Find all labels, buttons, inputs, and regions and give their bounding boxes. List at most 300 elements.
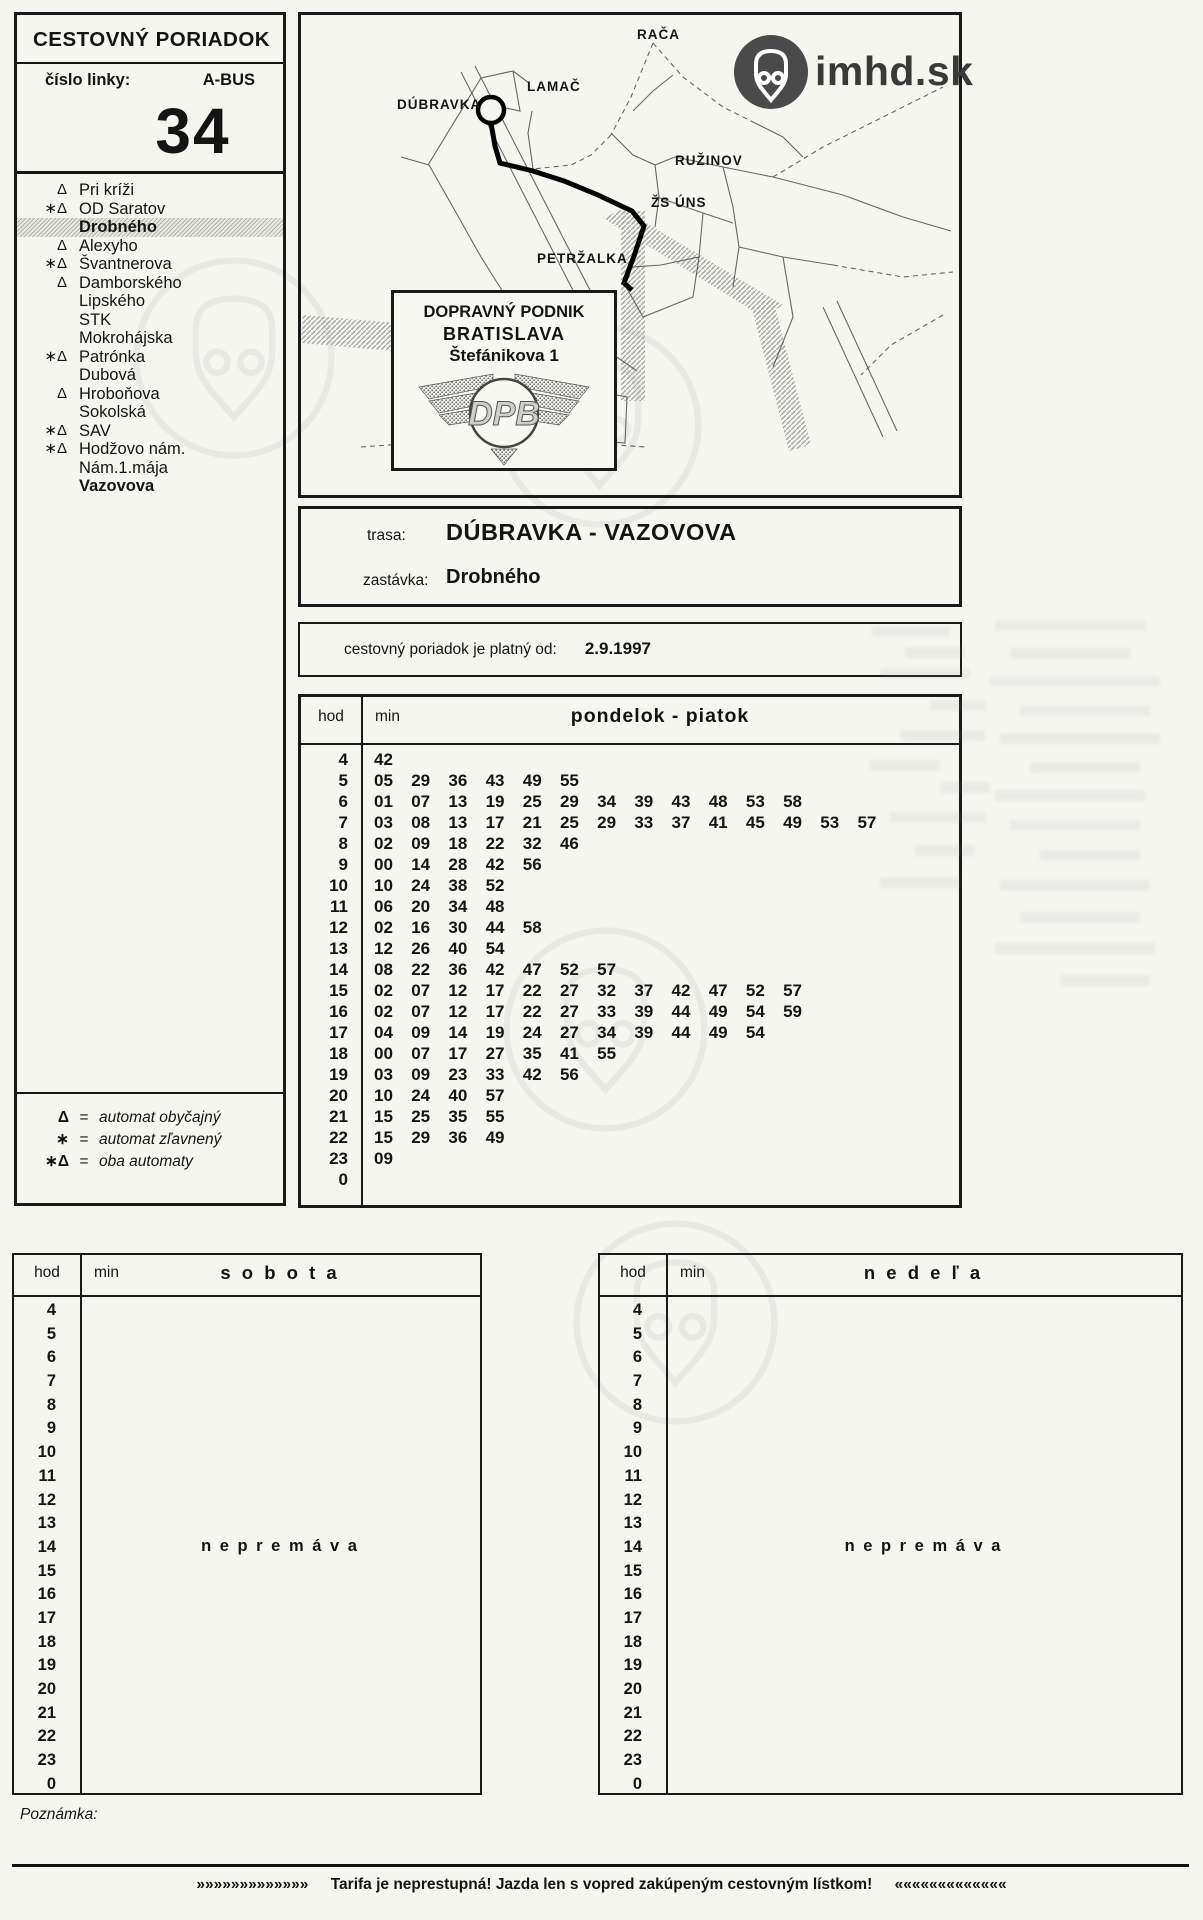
minute-value: 10 bbox=[374, 876, 393, 895]
minute-value: 40 bbox=[448, 939, 468, 958]
minute-value: 22 bbox=[522, 981, 542, 1000]
minute-value: 17 bbox=[448, 1044, 468, 1063]
trasa-value: DÚBRAVKA - VAZOVOVA bbox=[446, 519, 737, 545]
minute-value: 43 bbox=[485, 771, 505, 790]
stop-symbol: ∗Δ bbox=[44, 347, 67, 365]
hour-cell: 14 bbox=[329, 960, 348, 979]
hour-cell: 0 bbox=[338, 1170, 348, 1189]
hod-header: hod bbox=[620, 1264, 646, 1281]
minute-value: 24 bbox=[411, 1086, 431, 1105]
legend-text: oba automaty bbox=[99, 1153, 193, 1170]
bleed-noise bbox=[872, 626, 950, 637]
hour-cell: 13 bbox=[623, 1514, 642, 1533]
stop-name: SAV bbox=[79, 421, 111, 440]
minute-value: 28 bbox=[448, 855, 468, 874]
bleed-noise bbox=[995, 790, 1145, 801]
minute-value: 14 bbox=[411, 855, 431, 874]
stop-symbol: Δ bbox=[56, 181, 67, 198]
hour-cell: 7 bbox=[46, 1372, 56, 1391]
stop-symbol bbox=[17, 311, 67, 330]
dpb-line1: DOPRAVNÝ PODNIK bbox=[423, 303, 585, 321]
hour-cell: 20 bbox=[329, 1086, 348, 1105]
minute-value: 55 bbox=[597, 1044, 617, 1063]
stop-name: Mokrohájska bbox=[79, 329, 173, 347]
trasa-label: trasa: bbox=[367, 527, 406, 544]
minute-value: 23 bbox=[448, 1065, 468, 1084]
minute-value: 49 bbox=[485, 1128, 505, 1147]
minute-value: 13 bbox=[448, 813, 468, 832]
bleed-noise bbox=[1010, 820, 1140, 831]
stop-row bbox=[17, 181, 283, 200]
minutes-cell bbox=[361, 791, 820, 812]
bleed-noise bbox=[1020, 705, 1150, 716]
minute-value: 44 bbox=[671, 1002, 691, 1021]
timetable-row bbox=[301, 1148, 959, 1169]
minute-value: 42 bbox=[522, 1065, 542, 1084]
minute-value: 44 bbox=[485, 918, 505, 937]
minute-value: 56 bbox=[559, 1065, 579, 1084]
column-divider bbox=[80, 1255, 82, 1793]
sunday-no-service-note: n e p r e m á v a bbox=[844, 1537, 1003, 1555]
minute-value: 00 bbox=[374, 855, 393, 874]
minute-value: 57 bbox=[783, 981, 802, 1000]
hour-cell: 16 bbox=[329, 1002, 348, 1021]
timetable-row bbox=[301, 917, 959, 938]
minute-value: 55 bbox=[559, 771, 579, 790]
hour-cell: 10 bbox=[37, 1443, 56, 1462]
stop-row bbox=[17, 200, 283, 219]
hour-cell: 18 bbox=[623, 1632, 642, 1651]
stop-symbol: Δ bbox=[56, 273, 67, 291]
minute-value: 29 bbox=[411, 1128, 431, 1147]
minutes-cell bbox=[361, 1085, 523, 1106]
minute-value: 21 bbox=[522, 813, 542, 832]
weekday-table-header bbox=[301, 697, 959, 745]
minute-value: 57 bbox=[485, 1086, 505, 1105]
min-header: min bbox=[94, 1264, 119, 1281]
legend-symbol: ∗Δ bbox=[44, 1153, 69, 1170]
minute-value: 15 bbox=[374, 1128, 393, 1147]
minute-value: 18 bbox=[448, 834, 468, 853]
hour-cell: 4 bbox=[632, 1301, 642, 1319]
saturday-hours bbox=[14, 1299, 80, 1796]
hour-cell: 7 bbox=[632, 1372, 642, 1391]
map-label-zs-uns: ŽS ÚNS bbox=[651, 195, 707, 210]
stop-row bbox=[17, 311, 283, 330]
dpb-logo-icon bbox=[411, 369, 597, 467]
minute-value: 12 bbox=[448, 981, 468, 1000]
legend-symbol: ∗ bbox=[56, 1131, 69, 1148]
hour-cell: 19 bbox=[623, 1656, 642, 1675]
stop-name: Damborského bbox=[79, 273, 182, 292]
minute-value: 46 bbox=[559, 834, 579, 853]
timetable-row bbox=[301, 770, 959, 791]
hour-cell: 17 bbox=[37, 1608, 56, 1627]
map-label-dubravka: DÚBRAVKA bbox=[397, 97, 482, 112]
weekday-timetable bbox=[298, 694, 962, 1208]
minute-value: 49 bbox=[708, 1023, 728, 1042]
hour-cell: 0 bbox=[632, 1774, 642, 1793]
hour-cell: 9 bbox=[46, 1419, 56, 1438]
hour-cell: 4 bbox=[46, 1301, 56, 1319]
timetable-row bbox=[301, 1106, 959, 1127]
stop-symbol bbox=[17, 477, 67, 496]
stop-name: Lipského bbox=[79, 292, 146, 310]
minute-value: 09 bbox=[411, 1023, 431, 1042]
timetable-row bbox=[301, 1043, 959, 1064]
timetable-row bbox=[301, 875, 959, 896]
hod-header: hod bbox=[34, 1264, 60, 1281]
minute-value: 19 bbox=[485, 1023, 505, 1042]
minute-value: 47 bbox=[708, 981, 728, 1000]
minute-value: 02 bbox=[374, 1002, 393, 1021]
timetable-row bbox=[301, 938, 959, 959]
dpb-line3: Štefánikova 1 bbox=[449, 346, 559, 365]
minutes-cell bbox=[361, 1169, 374, 1190]
minute-value: 37 bbox=[634, 981, 654, 1000]
route-info-panel bbox=[298, 506, 962, 607]
minute-value: 33 bbox=[485, 1065, 505, 1084]
legend-text: automat zľavnený bbox=[99, 1131, 222, 1148]
minute-value: 39 bbox=[634, 1023, 654, 1042]
hour-cell: 7 bbox=[338, 813, 348, 832]
hod-header: hod bbox=[318, 708, 344, 725]
hour-cell: 21 bbox=[37, 1703, 56, 1722]
timetable-row bbox=[301, 1169, 959, 1190]
bleed-noise bbox=[890, 812, 985, 823]
minute-value: 32 bbox=[597, 981, 617, 1000]
hour-cell: 4 bbox=[338, 750, 348, 769]
minute-value: 09 bbox=[411, 834, 431, 853]
minute-value: 15 bbox=[374, 1107, 393, 1126]
minute-value: 30 bbox=[448, 918, 468, 937]
minute-value: 33 bbox=[597, 1002, 617, 1021]
hour-cell: 13 bbox=[329, 939, 348, 958]
stop-row bbox=[17, 329, 283, 348]
minute-value: 07 bbox=[411, 1044, 431, 1063]
bleed-noise bbox=[995, 620, 1145, 631]
hour-cell: 23 bbox=[623, 1751, 642, 1770]
hour-cell: 19 bbox=[37, 1656, 56, 1675]
minutes-cell bbox=[361, 980, 820, 1001]
minute-value: 54 bbox=[745, 1002, 765, 1021]
hour-cell: 17 bbox=[329, 1023, 348, 1042]
minute-value: 42 bbox=[374, 750, 393, 769]
bleed-noise bbox=[870, 760, 940, 771]
timetable-row bbox=[301, 749, 959, 770]
minute-value: 42 bbox=[485, 855, 505, 874]
hour-cell: 11 bbox=[38, 1466, 56, 1485]
hour-cell: 0 bbox=[46, 1774, 56, 1793]
minute-value: 37 bbox=[671, 813, 691, 832]
minutes-cell bbox=[361, 1043, 634, 1064]
dpb-company-box bbox=[391, 290, 617, 471]
column-divider bbox=[666, 1255, 668, 1793]
minute-value: 54 bbox=[745, 1023, 765, 1042]
stop-name: OD Saratov bbox=[79, 199, 166, 218]
minute-value: 22 bbox=[485, 834, 505, 853]
minute-value: 47 bbox=[522, 960, 542, 979]
minute-value: 29 bbox=[597, 813, 617, 832]
stop-row bbox=[17, 348, 283, 367]
terminus-marker bbox=[478, 97, 504, 123]
minute-value: 02 bbox=[374, 918, 393, 937]
legend-row bbox=[17, 1107, 283, 1129]
minutes-cell bbox=[361, 812, 895, 833]
validity-row bbox=[300, 624, 960, 675]
hour-cell: 21 bbox=[623, 1703, 642, 1722]
hour-cell: 17 bbox=[623, 1608, 642, 1627]
minute-value: 02 bbox=[374, 834, 393, 853]
network-map-panel bbox=[298, 12, 974, 498]
bleed-noise bbox=[880, 668, 970, 679]
minute-value: 59 bbox=[783, 1002, 802, 1021]
weekday-title: pondelok - piatok bbox=[570, 705, 750, 727]
saturday-no-service-note: n e p r e m á v a bbox=[201, 1537, 359, 1555]
minute-value: 04 bbox=[374, 1023, 393, 1042]
minute-value: 26 bbox=[411, 939, 431, 958]
stop-name: Nám.1.mája bbox=[79, 458, 168, 477]
map-label-ruzinov: RUŽINOV bbox=[675, 153, 743, 168]
hour-cell: 20 bbox=[623, 1680, 642, 1698]
timetable-row bbox=[301, 812, 959, 833]
saturday-title: s o b o t a bbox=[220, 1262, 340, 1283]
minutes-cell bbox=[361, 854, 560, 875]
minute-value: 53 bbox=[820, 813, 840, 832]
minutes-cell bbox=[361, 959, 634, 980]
imhd-logo-icon bbox=[733, 34, 809, 110]
minute-value: 03 bbox=[374, 1065, 393, 1084]
legend-row bbox=[17, 1129, 283, 1151]
minutes-cell bbox=[361, 833, 597, 854]
minute-value: 05 bbox=[374, 771, 393, 790]
minutes-cell bbox=[361, 1148, 411, 1169]
stop-name: Sokolská bbox=[79, 403, 146, 421]
hour-cell: 10 bbox=[623, 1443, 642, 1462]
stop-symbol: Δ bbox=[56, 384, 67, 402]
minute-value: 00 bbox=[374, 1044, 393, 1063]
sunday-timetable bbox=[598, 1253, 1183, 1795]
symbol-legend bbox=[17, 1092, 283, 1173]
minute-value: 39 bbox=[634, 1002, 654, 1021]
bleed-noise bbox=[1030, 762, 1140, 773]
sunday-title: n e d e ľ a bbox=[863, 1262, 984, 1283]
stop-name: STK bbox=[79, 310, 112, 329]
stop-symbol bbox=[17, 459, 67, 478]
hour-cell: 12 bbox=[623, 1490, 642, 1509]
minute-value: 41 bbox=[708, 813, 728, 832]
bleed-noise bbox=[915, 845, 975, 856]
timetable-row bbox=[301, 959, 959, 980]
site-brand: imhd.sk bbox=[815, 48, 974, 94]
minutes-cell bbox=[361, 1127, 523, 1148]
stop-symbol: ∗Δ bbox=[44, 255, 67, 272]
stop-row bbox=[17, 459, 283, 478]
hour-cell: 20 bbox=[37, 1680, 56, 1698]
bleed-noise bbox=[1040, 850, 1140, 861]
minute-value: 13 bbox=[448, 792, 468, 811]
footer-right-arrows: ««««««««««««« bbox=[894, 1876, 1007, 1893]
hour-cell: 18 bbox=[329, 1044, 348, 1063]
minute-value: 29 bbox=[559, 792, 579, 811]
minute-value: 48 bbox=[708, 792, 728, 811]
line-number-label: číslo linky: bbox=[45, 71, 131, 89]
minute-value: 49 bbox=[708, 1002, 728, 1021]
minute-value: 48 bbox=[485, 897, 505, 916]
saturday-table-header bbox=[14, 1255, 480, 1297]
bleed-noise bbox=[1060, 975, 1150, 986]
hour-cell: 6 bbox=[338, 792, 348, 811]
bleed-noise bbox=[1020, 912, 1140, 923]
minute-value: 25 bbox=[411, 1107, 431, 1126]
minutes-cell bbox=[361, 749, 411, 770]
timetable-row bbox=[301, 854, 959, 875]
minute-value: 29 bbox=[411, 771, 431, 790]
hour-cell: 5 bbox=[46, 1324, 56, 1343]
stop-row bbox=[17, 218, 283, 237]
hour-cell: 8 bbox=[632, 1395, 642, 1414]
hour-cell: 19 bbox=[329, 1065, 348, 1084]
line-header bbox=[17, 15, 283, 174]
hour-cell: 23 bbox=[37, 1751, 56, 1770]
footer-text: Tarifa je neprestupná! Jazda len s vopred zakúpeným cestovným lístkom! bbox=[330, 1876, 873, 1893]
minute-value: 53 bbox=[745, 792, 765, 811]
minute-value: 25 bbox=[522, 792, 542, 811]
stop-symbol bbox=[17, 366, 67, 385]
minute-value: 27 bbox=[559, 1023, 579, 1042]
minute-value: 33 bbox=[634, 813, 654, 832]
stop-row bbox=[17, 422, 283, 441]
map-label-raca: RAČA bbox=[637, 27, 680, 42]
minute-value: 56 bbox=[522, 855, 542, 874]
minute-value: 19 bbox=[485, 792, 505, 811]
min-header: min bbox=[680, 1264, 705, 1281]
stop-symbol: ∗Δ bbox=[44, 440, 67, 457]
hour-cell: 16 bbox=[37, 1585, 56, 1604]
legend-row bbox=[17, 1151, 283, 1173]
minute-value: 40 bbox=[448, 1086, 468, 1105]
sunday-table-header bbox=[600, 1255, 1181, 1297]
line-number: 34 bbox=[155, 95, 231, 167]
minute-value: 49 bbox=[783, 813, 802, 832]
hour-cell: 12 bbox=[37, 1490, 56, 1509]
minute-value: 35 bbox=[522, 1044, 542, 1063]
stop-name: Hodžovo nám. bbox=[79, 440, 186, 458]
minute-value: 25 bbox=[559, 813, 579, 832]
bleed-noise bbox=[905, 647, 965, 658]
footer-left-arrows: »»»»»»»»»»»»» bbox=[196, 1876, 309, 1893]
minute-value: 36 bbox=[448, 771, 468, 790]
minute-value: 44 bbox=[671, 1023, 691, 1042]
tariff-footer bbox=[0, 1876, 1203, 1894]
stop-row bbox=[17, 385, 283, 404]
minute-value: 49 bbox=[522, 771, 542, 790]
timetable-row bbox=[301, 980, 959, 1001]
minute-value: 02 bbox=[374, 981, 393, 1000]
minute-value: 58 bbox=[522, 918, 542, 937]
sunday-hours bbox=[600, 1299, 666, 1796]
minute-value: 52 bbox=[485, 876, 505, 895]
minute-value: 39 bbox=[634, 792, 654, 811]
minute-value: 03 bbox=[374, 813, 393, 832]
minutes-cell bbox=[361, 1064, 597, 1085]
timetable-row bbox=[301, 896, 959, 917]
timetable-row bbox=[301, 1022, 959, 1043]
minute-value: 57 bbox=[597, 960, 617, 979]
stop-name: Dubová bbox=[79, 366, 136, 384]
line-number-row bbox=[17, 64, 283, 95]
stop-symbol: ∗Δ bbox=[44, 421, 67, 439]
legend-equals: = bbox=[79, 1109, 89, 1126]
minutes-cell bbox=[361, 1106, 523, 1127]
min-header: min bbox=[375, 708, 400, 725]
minute-value: 17 bbox=[485, 981, 505, 1000]
stop-name: Hroboňova bbox=[79, 384, 160, 403]
stop-row bbox=[17, 274, 283, 293]
minute-value: 08 bbox=[411, 813, 431, 832]
timetable-row bbox=[301, 833, 959, 854]
minute-value: 20 bbox=[411, 897, 431, 916]
minute-value: 24 bbox=[411, 876, 431, 895]
minute-value: 36 bbox=[448, 1128, 468, 1147]
hour-cell: 8 bbox=[338, 834, 348, 853]
hour-cell: 10 bbox=[329, 876, 348, 895]
minute-value: 57 bbox=[857, 813, 877, 832]
minute-value: 07 bbox=[411, 981, 431, 1000]
stop-row bbox=[17, 237, 283, 256]
hour-cell: 22 bbox=[329, 1128, 348, 1147]
minutes-cell bbox=[361, 1001, 820, 1022]
hour-cell: 15 bbox=[329, 981, 348, 1000]
saturday-timetable bbox=[12, 1253, 482, 1795]
line-info-panel bbox=[14, 12, 286, 1206]
hour-cell: 9 bbox=[632, 1419, 642, 1438]
minute-value: 17 bbox=[485, 813, 505, 832]
minute-value: 34 bbox=[597, 792, 617, 811]
stop-row bbox=[17, 292, 283, 311]
hour-cell: 14 bbox=[623, 1537, 642, 1556]
minute-value: 01 bbox=[374, 792, 393, 811]
hour-cell: 9 bbox=[338, 855, 348, 874]
stop-row bbox=[17, 477, 283, 496]
hour-cell: 8 bbox=[46, 1395, 56, 1414]
minute-value: 27 bbox=[485, 1044, 505, 1063]
legend-equals: = bbox=[79, 1131, 89, 1148]
hour-cell: 21 bbox=[329, 1107, 348, 1126]
dpb-line2: BRATISLAVA bbox=[443, 324, 565, 344]
dpb-logo-text: DPB bbox=[468, 395, 540, 433]
minute-value: 09 bbox=[374, 1149, 393, 1168]
minute-value: 12 bbox=[374, 939, 393, 958]
legend-text: automat obyčajný bbox=[99, 1109, 221, 1126]
stop-name: Vazovova bbox=[79, 477, 155, 495]
minute-value: 22 bbox=[522, 1002, 542, 1021]
map-label-petrzalka: PETRŽALKA bbox=[537, 251, 628, 266]
bleed-noise bbox=[900, 730, 985, 741]
hour-cell: 6 bbox=[632, 1348, 642, 1367]
note-label: Poznámka: bbox=[20, 1806, 98, 1823]
minutes-cell bbox=[361, 875, 523, 896]
minute-value: 54 bbox=[485, 939, 505, 958]
minute-value: 10 bbox=[374, 1086, 393, 1105]
minute-value: 24 bbox=[522, 1023, 542, 1042]
minute-value: 08 bbox=[374, 960, 393, 979]
minute-value: 43 bbox=[671, 792, 691, 811]
timetable-row bbox=[301, 791, 959, 812]
stop-symbol: Δ bbox=[56, 236, 67, 254]
timetable-row bbox=[301, 1064, 959, 1085]
bleed-noise bbox=[990, 676, 1160, 687]
